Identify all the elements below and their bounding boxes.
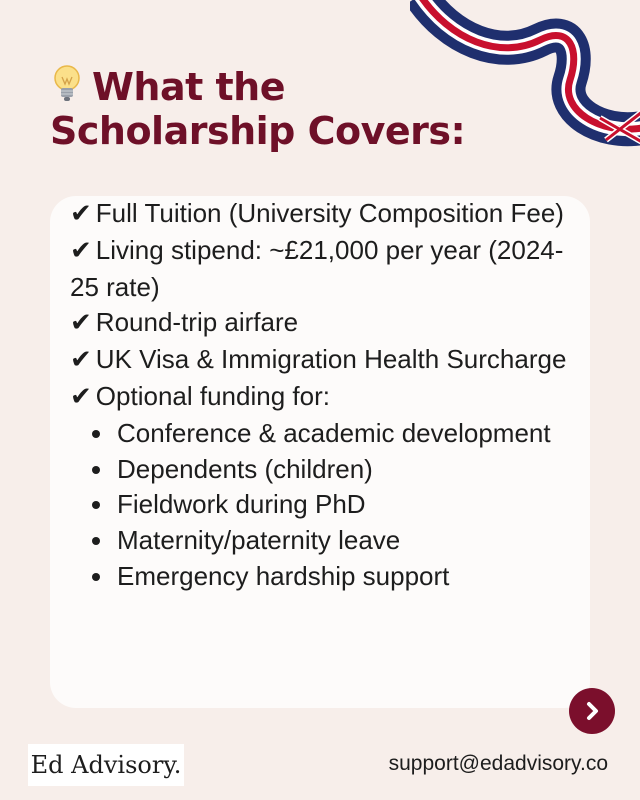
coverage-item-optional-funding [70, 379, 572, 595]
coverage-item-airfare [70, 305, 572, 342]
check-icon: ✔ [70, 235, 92, 266]
coverage-item-tuition [70, 196, 572, 233]
page-title-text: What the Scholarship Covers: [50, 65, 466, 153]
bullet-icon [92, 573, 100, 581]
coverage-label: UK Visa & Immigration Health Surcharge [95, 344, 567, 375]
coverage-label: Round-trip airfare [95, 307, 299, 338]
list-item: Dependents (children) [70, 452, 572, 488]
brand-name: Ed Advisory. [30, 751, 182, 779]
check-icon: ✔ [70, 199, 92, 229]
brand-logo [28, 744, 184, 786]
lightbulb-icon [50, 64, 84, 104]
coverage-item-stipend [70, 233, 572, 306]
coverage-item-visa [70, 342, 572, 379]
bullet-icon [92, 466, 100, 474]
coverage-label: Optional funding for: [95, 380, 330, 411]
next-button[interactable] [569, 688, 615, 734]
check-icon: ✔ [70, 345, 92, 376]
list-item: Fieldwork during PhD [70, 487, 572, 523]
bullet-icon [92, 537, 100, 545]
list-item: Maternity/paternity leave [70, 523, 572, 559]
coverage-card [50, 196, 590, 708]
list-item: Emergency hardship support [70, 559, 572, 595]
check-icon: ✔ [70, 381, 92, 412]
bullet-icon [92, 501, 100, 509]
support-email[interactable]: support@edadvisory.co [388, 752, 608, 775]
coverage-list [70, 196, 572, 595]
coverage-label: Full Tuition (University Composition Fee) [95, 198, 564, 228]
coverage-label: Living stipend: ~£21,000 per year (2024-25 rate) [70, 234, 564, 302]
check-icon: ✔ [70, 308, 92, 339]
page-title [50, 64, 490, 153]
bullet-icon [92, 430, 100, 438]
chevron-right-icon [581, 700, 603, 722]
list-item: Conference & academic development [70, 416, 572, 452]
optional-funding-list [70, 416, 572, 595]
